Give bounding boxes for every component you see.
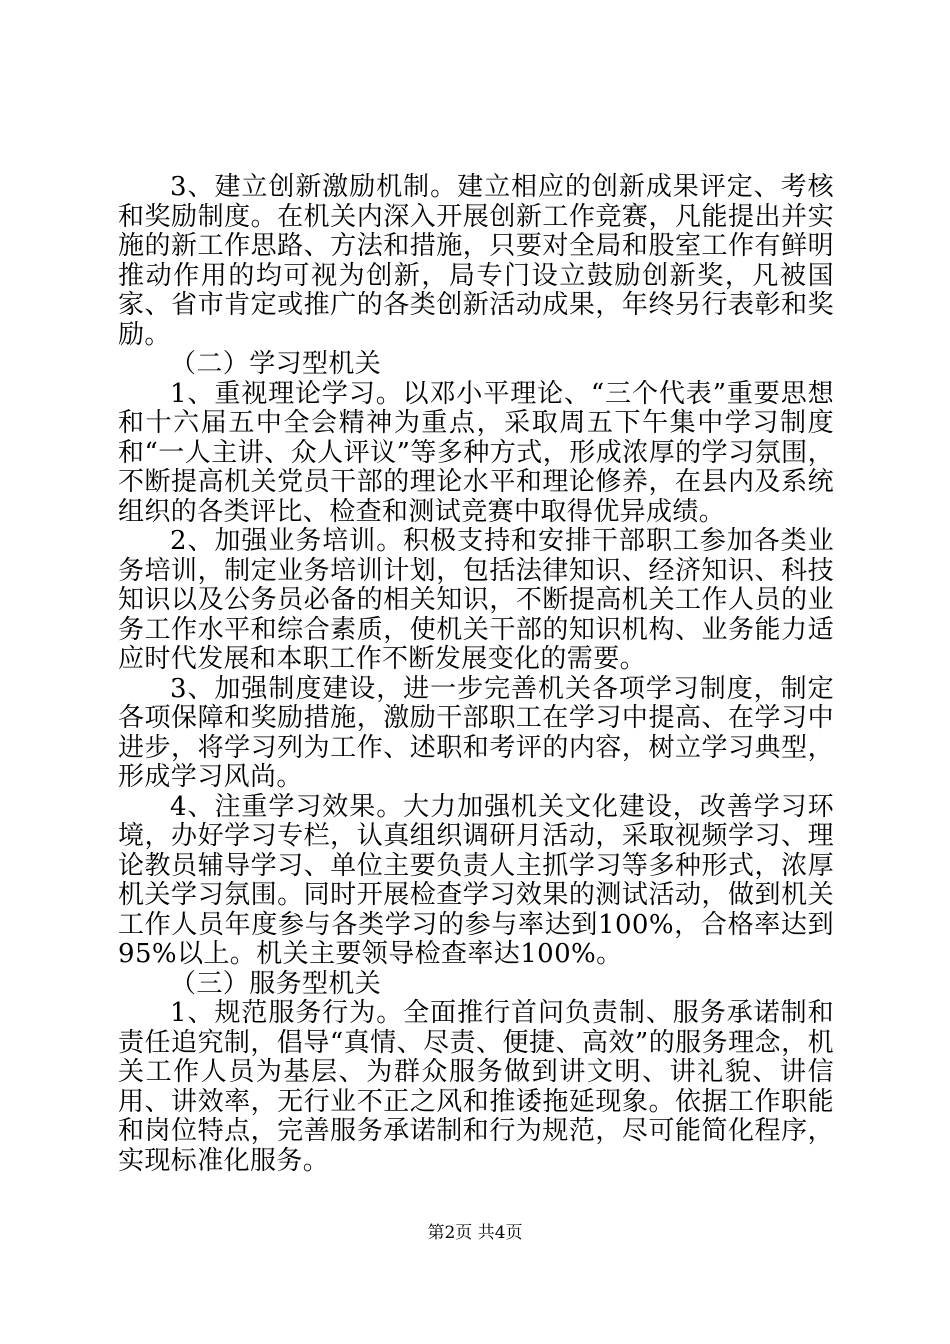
paragraph-system-building: 3、加强制度建设，进一步完善机关各项学习制度，制定各项保障和奖励措施，激励干部职工在学习中提高、在学习中进步，将学习列为工作、述职和考评的内容，树立学习典型，形成学习风尚。 (118, 673, 834, 792)
paragraph-innovation-incentive: 3、建立创新激励机制。建立相应的创新成果评定、考核和奖励制度。在机关内深入开展创新工作竞赛，凡能提出并实施的新工作思路、方法和措施，只要对全局和股室工作有鲜明推动作用的均可视为创新，局专门设立鼓励创新奖，凡被国家、省市肯定或推广的各类创新活动成果，年终另行表彰和奖励。 (118, 172, 834, 350)
section-heading-service-organ: （三）服务型机关 (170, 968, 382, 999)
paragraph-business-training: 2、加强业务培训。积极支持和安排干部职工参加各类业务培训，制定业务培训计划，包括法律知识、经济知识、科技知识以及公务员必备的相关知识，不断提高机关工作人员的业务工作水平和综合素质，使机关干部的知识机构、业务能力适应时代发展和本职工作不断发展变化的需要。 (118, 526, 834, 674)
page-number-footer: 第2页 共4页 (427, 1223, 523, 1243)
section-heading-learning-organ: （二）学习型机关 (170, 349, 382, 379)
paragraph-theory-study: 1、重视理论学习。以邓小平理论、“三个代表”重要思想和十六届五中全会精神为重点，采取周五下午集中学习制度和“一人主讲、众人评议”等多种方式，形成浓厚的学习氛围，不断提高机关党员干部的理论水平和理论修养，在县内及系统组织的各类评比、检查和测试竞赛中取得优异成绩。 (118, 378, 834, 527)
paragraph-learning-effect: 4、注重学习效果。大力加强机关文化建设，改善学习环境，办好学习专栏，认真组织调研月活动，采取视频学习、理论教员辅导学习、单位主要负责人主抓学习等多种形式，浓厚机关学习氛围。同时开展检查学习效果的测试活动，做到机关工作人员年度参与各类学习的参与率达到100%，合格率达到95%以上。机关主要领导检查率达100%。 (118, 791, 834, 969)
paragraph-service-conduct: 1、规范服务行为。全面推行首问负责制、服务承诺制和责任追究制，倡导“真情、尽责、便捷、高效”的服务理念，机关工作人员为基层、为群众服务做到讲文明、讲礼貌、讲信用、讲效率，无行业不正之风和推诿拖延现象。依据工作职能和岗位特点，完善服务承诺制和行为规范，尽可能简化程序，实现标准化服务。 (118, 998, 834, 1176)
document-body (118, 173, 834, 1176)
